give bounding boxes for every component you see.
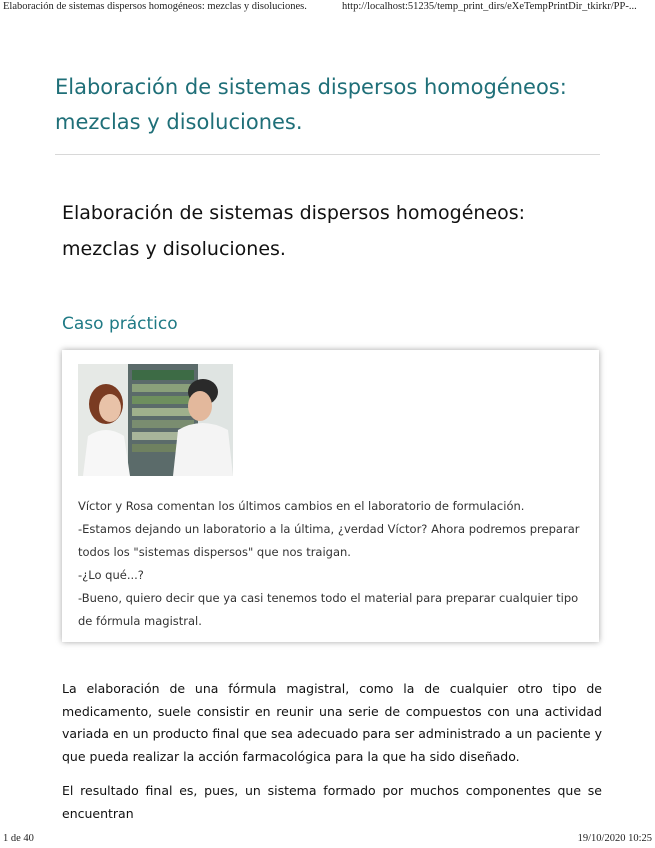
case-paragraph: -¿Lo qué...? — [78, 568, 144, 582]
body-text — [62, 678, 602, 837]
print-datetime: 19/10/2020 10:25 — [577, 833, 652, 844]
case-paragraph: Víctor y Rosa comentan los últimos cambios en el laboratorio de formulación. — [78, 499, 525, 513]
title-divider — [55, 154, 600, 155]
case-paragraph: -Bueno, quiero decir que ya casi tenemos todo el material para preparar cualquier tipo de fórmula magistral. — [78, 591, 579, 628]
pharmacy-photo — [78, 364, 233, 476]
print-header-title: Elaboración de sistemas dispersos homogéneos: mezclas y disoluciones. — [3, 1, 307, 12]
print-header — [0, 0, 655, 14]
body-paragraph: La elaboración de una fórmula magistral, como la de cualquier otro tipo de medicamento, suele consistir en reunir una serie de compuestos con una actividad variada en un producto final que sea adecuado para ser administrado a un paciente y que pueda realizar la acción farmacológica para la que ha sido diseñado. — [62, 681, 602, 764]
body-paragraph: El resultado final es, pues, un sistema formado por muchos componentes que se encuentran — [62, 783, 602, 821]
print-footer — [0, 833, 655, 847]
case-study-text — [78, 495, 588, 633]
case-study-heading: Caso práctico — [62, 314, 178, 334]
print-header-url: http://localhost:51235/temp_print_dirs/eXeTempPrintDir_tkirkr/PP-... — [342, 1, 637, 12]
case-study-box — [62, 350, 599, 642]
section-title: Elaboración de sistemas dispersos homogéneos: mezclas y disoluciones. — [62, 202, 526, 260]
page-number: 1 de 40 — [3, 833, 34, 844]
case-paragraph: -Estamos dejando un laboratorio a la última, ¿verdad Víctor? Ahora podremos preparar todos los "sistemas dispersos" que nos traigan. — [78, 522, 580, 559]
document-title: Elaboración de sistemas dispersos homogéneos: mezclas y disoluciones. — [55, 75, 567, 134]
